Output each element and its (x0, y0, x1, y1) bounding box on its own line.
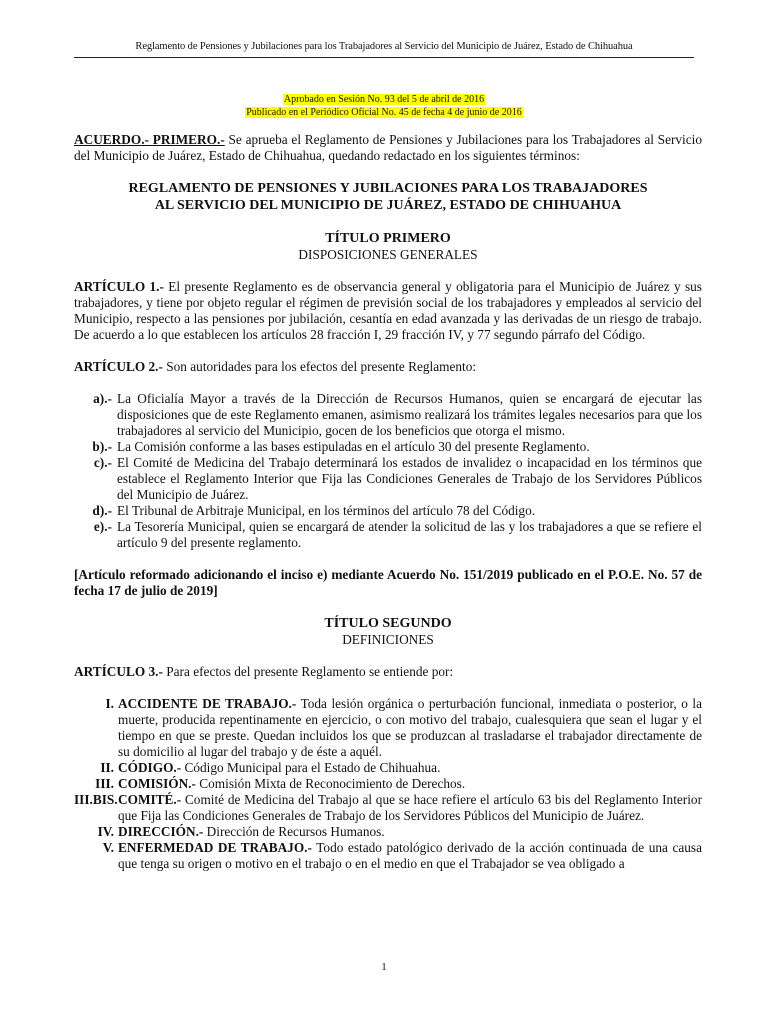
approval-note (0, 93, 768, 119)
articulo-1-text: El presente Reglamento es de observancia general y obligatoria para el Municipio de Juárez y sus trabajadores, y tiene por objeto regular el régimen de previsión social de los trabajadores y empleados al servicio del Municipio, respecto a las pensiones por jubilación, cesantía en edad avanzada y las derivadas de un riesgo de trabajo. De acuerdo a lo que establecen los artículos 28 fracción I, 29 fracción IV, y 77 segundo párrafo del Código. (74, 279, 702, 342)
articulo-1-label: ARTÍCULO 1.- (74, 279, 164, 294)
definition-text: Comisión Mixta de Reconocimiento de Derechos. (195, 776, 466, 791)
definition-item (74, 760, 702, 776)
acuerdo-text: Se aprueba el Reglamento de Pensiones y Jubilaciones para los Trabajadores al Servicio del Municipio de Juárez, Estado de Chihuahua, quedando redactado en los siguientes términos: (74, 132, 702, 163)
running-header: Reglamento de Pensiones y Jubilaciones para los Trabajadores al Servicio del Municipio de Juárez, Estado de Chihuahua (135, 41, 633, 52)
definition-text: Código Municipal para el Estado de Chihuahua. (181, 760, 441, 775)
articulo-3-text: Para efectos del presente Reglamento se entiende por: (162, 664, 454, 679)
list-item (74, 503, 702, 519)
regulation-title-line-1: REGLAMENTO DE PENSIONES Y JUBILACIONES PARA LOS TRABAJADORES (128, 181, 648, 196)
definition-term: DIRECCIÓN.- (118, 824, 204, 839)
titulo-segundo-subheading: DEFINICIONES (342, 632, 434, 647)
regulation-title-line-2: AL SERVICIO DEL MUNICIPIO DE JUÁREZ, ESTADO DE CHIHUAHUA (154, 198, 622, 213)
articulo-1 (74, 279, 702, 343)
definition-term: COMISIÓN.- (118, 776, 196, 791)
list-item-text: El Comité de Medicina del Trabajo determinará los estados de invalidez o incapacidad en los términos que establece el Reglamento Interior que Fija las Condiciones Generales de Trabajo de los Servidores Públicos del Municipio de Juárez. (117, 455, 702, 502)
articulo-2-text: Son autoridades para los efectos del presente Reglamento: (162, 359, 477, 374)
definition-marker: III. (95, 776, 114, 791)
list-item (74, 391, 702, 439)
header-rule (74, 57, 694, 58)
definition-item (74, 776, 702, 792)
articulo-2 (74, 359, 702, 375)
articulo-3-label: ARTÍCULO 3.- (74, 664, 163, 679)
definition-text: Dirección de Recursos Humanos. (203, 824, 385, 839)
list-item-marker: a).- (93, 391, 112, 406)
definition-marker: V. (102, 840, 114, 855)
reform-note: [Artículo reformado adicionando el inciso e) mediante Acuerdo No. 151/2019 publicado en el P.O.E. No. 57 de fecha 17 de julio de 2019] (74, 567, 702, 598)
page-number: 1 (381, 961, 387, 973)
definition-marker: IV. (97, 824, 114, 839)
list-item-marker: e).- (93, 519, 112, 534)
definition-text: Toda lesión orgánica o perturbación funcional, inmediata o posterior, o la muerte, producida repentinamente en ejercicio, o con motivo del trabajo, cualesquiera que sean el lugar y el tiempo en que se preste. Quedan incluidos los que se produzcan al trasladarse el trabajador directamente de su domicilio al lugar del trabajo y de éste a aquél. (118, 696, 702, 759)
list-item-text: La Comisión conforme a las bases estipuladas en el artículo 30 del presente Reglamento. (117, 439, 590, 454)
definition-term: ACCIDENTE DE TRABAJO.- (118, 696, 297, 711)
titulo-segundo-heading: TÍTULO SEGUNDO (324, 616, 452, 631)
titulo-primero-subheading: DISPOSICIONES GENERALES (298, 247, 478, 262)
list-item-marker: d).- (92, 503, 112, 518)
definition-item (74, 792, 702, 824)
definition-text: Comité de Medicina del Trabajo al que se hace refiere el artículo 63 bis del Reglamento Interior que Fija las Condiciones Generales de Trabajo de los Servidores Públicos del Municipio de Juárez. (118, 792, 702, 823)
list-item-text: La Tesorería Municipal, quien se encargará de atender la solicitud de las y los trabajadores a que se refiere el artículo 9 del presente reglamento. (117, 519, 702, 550)
definition-marker: II. (100, 760, 114, 775)
approval-line-session: Aprobado en Sesión No. 93 del 5 de abril de 2016 (283, 94, 485, 105)
definition-item (74, 840, 702, 872)
document-body (74, 132, 702, 872)
list-item (74, 439, 702, 455)
acuerdo-paragraph (74, 132, 702, 164)
definition-text: Todo estado patológico derivado de la acción continuada de una causa que tenga su origen o motivo en el trabajo o en el medio en que el Trabajador se vea obligado a (118, 840, 702, 871)
definition-marker: III.BIS. (74, 792, 118, 807)
list-item-marker: c).- (93, 455, 112, 470)
definition-term: CÓDIGO.- (118, 760, 182, 775)
list-item (74, 519, 702, 551)
definition-item (74, 824, 702, 840)
definition-term: ENFERMEDAD DE TRABAJO.- (118, 840, 312, 855)
list-item (74, 455, 702, 503)
articulo-3 (74, 664, 702, 680)
definition-item (74, 696, 702, 760)
approval-line-publication: Publicado en el Periódico Oficial No. 45 de fecha 4 de junio de 2016 (246, 107, 522, 118)
definition-term: COMITÉ.- (118, 792, 182, 807)
titulo-primero-heading: TÍTULO PRIMERO (325, 231, 451, 246)
articulo-2-label: ARTÍCULO 2.- (74, 359, 163, 374)
list-item-marker: b).- (92, 439, 112, 454)
list-item-text: La Oficialía Mayor a través de la Dirección de Recursos Humanos, quien se encargará de ejecutar las disposiciones que de este Reglamento emanen, asimismo realizará los trámites legales necesarios para que los trabajadores al servicio del Municipio, gocen de los beneficios que otorga el mismo. (117, 391, 702, 438)
definition-marker: I. (105, 696, 114, 711)
list-item-text: El Tribunal de Arbitraje Municipal, en los términos del artículo 78 del Código. (117, 503, 536, 518)
acuerdo-label: ACUERDO.- PRIMERO.- (74, 132, 225, 147)
